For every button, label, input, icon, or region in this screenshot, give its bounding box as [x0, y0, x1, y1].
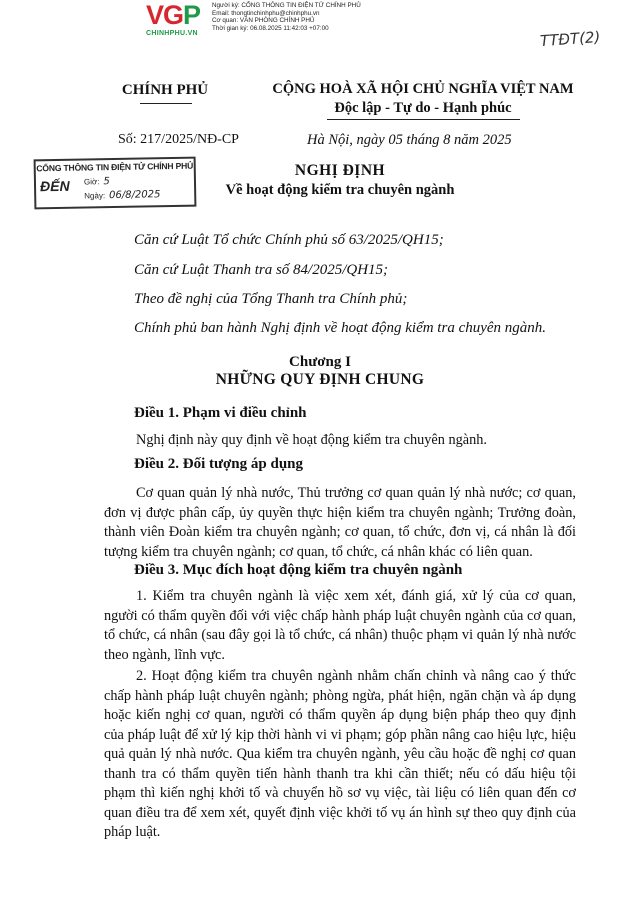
article-paragraph: Cơ quan quản lý nhà nước, Thủ trưởng cơ quan quản lý nhà nước; cơ quan, đơn vị được phân cấp, ủy quyền thực hiện kiểm tra chuyên ngành; Trưởng đoàn, thành viên Đoàn kiểm tra chuyên ngành; cơ quan, tổ chức, đơn vị, cá nhân là đối tượng kiểm tra chuyên ngành; cơ quan, tổ chức, cá nhân khác có liên quan.	[104, 485, 576, 560]
preamble-line: Theo đề nghị của Tổng Thanh tra Chính phủ;	[134, 291, 408, 307]
stamp-time-row: Giờ: 5	[83, 176, 110, 188]
decree-title-block	[0, 162, 640, 202]
motto: Độc lập - Tự do - Hạnh phúc	[334, 100, 512, 116]
chapter-heading	[0, 354, 640, 389]
issuing-agency: CHÍNH PHỦ	[121, 82, 209, 98]
article-paragraph: 1. Kiểm tra chuyên ngành là việc xem xét, đánh giá, xử lý của cơ quan, người có thẩm quyền đối với việc chấp hành pháp luật chuyên ngành của cơ quan, tổ chức, cá nhân (sau đây gọi là tổ chức, cá nhân) thuộc phạm vi quản lý nhà nước theo ngành, lĩnh vực.	[104, 588, 576, 663]
article-heading: Điều 3. Mục đích hoạt động kiểm tra chuyên ngành	[134, 562, 463, 578]
handwritten-mark: TTĐT(2)	[539, 27, 601, 51]
stamp-label: ĐẾN	[39, 177, 70, 195]
motto-underline	[327, 119, 520, 120]
digital-signature-info	[212, 2, 361, 32]
decree-subtitle: Về hoạt động kiểm tra chuyên ngành	[225, 182, 455, 198]
national-motto	[268, 80, 578, 118]
email-line: Email: thongtinchinhphu@chinhphu.vn	[212, 9, 320, 17]
preamble-line: Chính phủ ban hành Nghị định về hoạt động kiểm tra chuyên ngành.	[134, 320, 547, 336]
article-heading: Điều 1. Phạm vi điều chỉnh	[134, 405, 307, 421]
article-paragraph: Nghị định này quy định về hoạt động kiểm tra chuyên ngành.	[136, 432, 487, 448]
article-paragraph: 2. Hoạt động kiểm tra chuyên ngành nhằm chấn chỉnh và nâng cao ý thức chấp hành pháp luật chuyên ngành; phòng ngừa, phát hiện, ngăn chặn và áp dụng hoặc kiến nghị cơ quan, người có thẩm quyền áp dụng biện pháp theo quy định của pháp luật để xử lý kịp thời hành vi vi phạm; góp phần nâng cao hiệu lực, hiệu quả quản lý nhà nước. Qua kiểm tra chuyên ngành, yêu cầu hoặc đề nghị cơ quan thanh tra có thẩm quyền tiến hành thanh tra khi cần thiết; nếu có dấu hiệu tội phạm thì kiến nghị khởi tố và chuyển hồ sơ vụ việc, tài liệu có liên quan đến cơ quan điều tra để xem xét, quyết định việc khởi tố vụ án hình sự theo quy định của pháp luật.	[104, 668, 576, 840]
chapter-name: NHỮNG QUY ĐỊNH CHUNG	[215, 371, 425, 388]
nation-name: CỘNG HOÀ XÃ HỘI CHỦ NGHĨA VIỆT NAM	[272, 81, 574, 97]
signer-line: Người ký: CỔNG THÔNG TIN ĐIỆN TỬ CHÍNH PHỦ	[212, 2, 361, 9]
agency-line: Cơ quan: VĂN PHÒNG CHÍNH PHỦ	[212, 17, 315, 25]
preamble-line: Căn cứ Luật Tổ chức Chính phủ số 63/2025/QH15;	[134, 232, 444, 248]
stamp-date-row: Ngày: 06/8/2025	[84, 189, 161, 202]
vgp-logo-subtitle: CHINHPHU.VN	[146, 30, 198, 37]
agency-underline	[140, 103, 192, 104]
stamp-header: CỔNG THÔNG TIN ĐIỆN TỬ CHÍNH PHỦ	[36, 160, 194, 174]
signed-time-line: Thời gian ký: 06.08.2025 11:42:03 +07:00	[212, 24, 329, 32]
chapter-number: Chương I	[289, 354, 351, 370]
document-number: Số: 217/2025/NĐ-CP	[118, 132, 239, 147]
decree-title: NGHỊ ĐỊNH	[294, 162, 386, 179]
place-date: Hà Nội, ngày 05 tháng 8 năm 2025	[307, 132, 512, 148]
preamble-line: Căn cứ Luật Thanh tra số 84/2025/QH15;	[134, 262, 389, 278]
article-heading: Điều 2. Đối tượng áp dụng	[134, 456, 304, 472]
vgp-logo: VGP CHINHPHU.VN	[146, 2, 214, 40]
